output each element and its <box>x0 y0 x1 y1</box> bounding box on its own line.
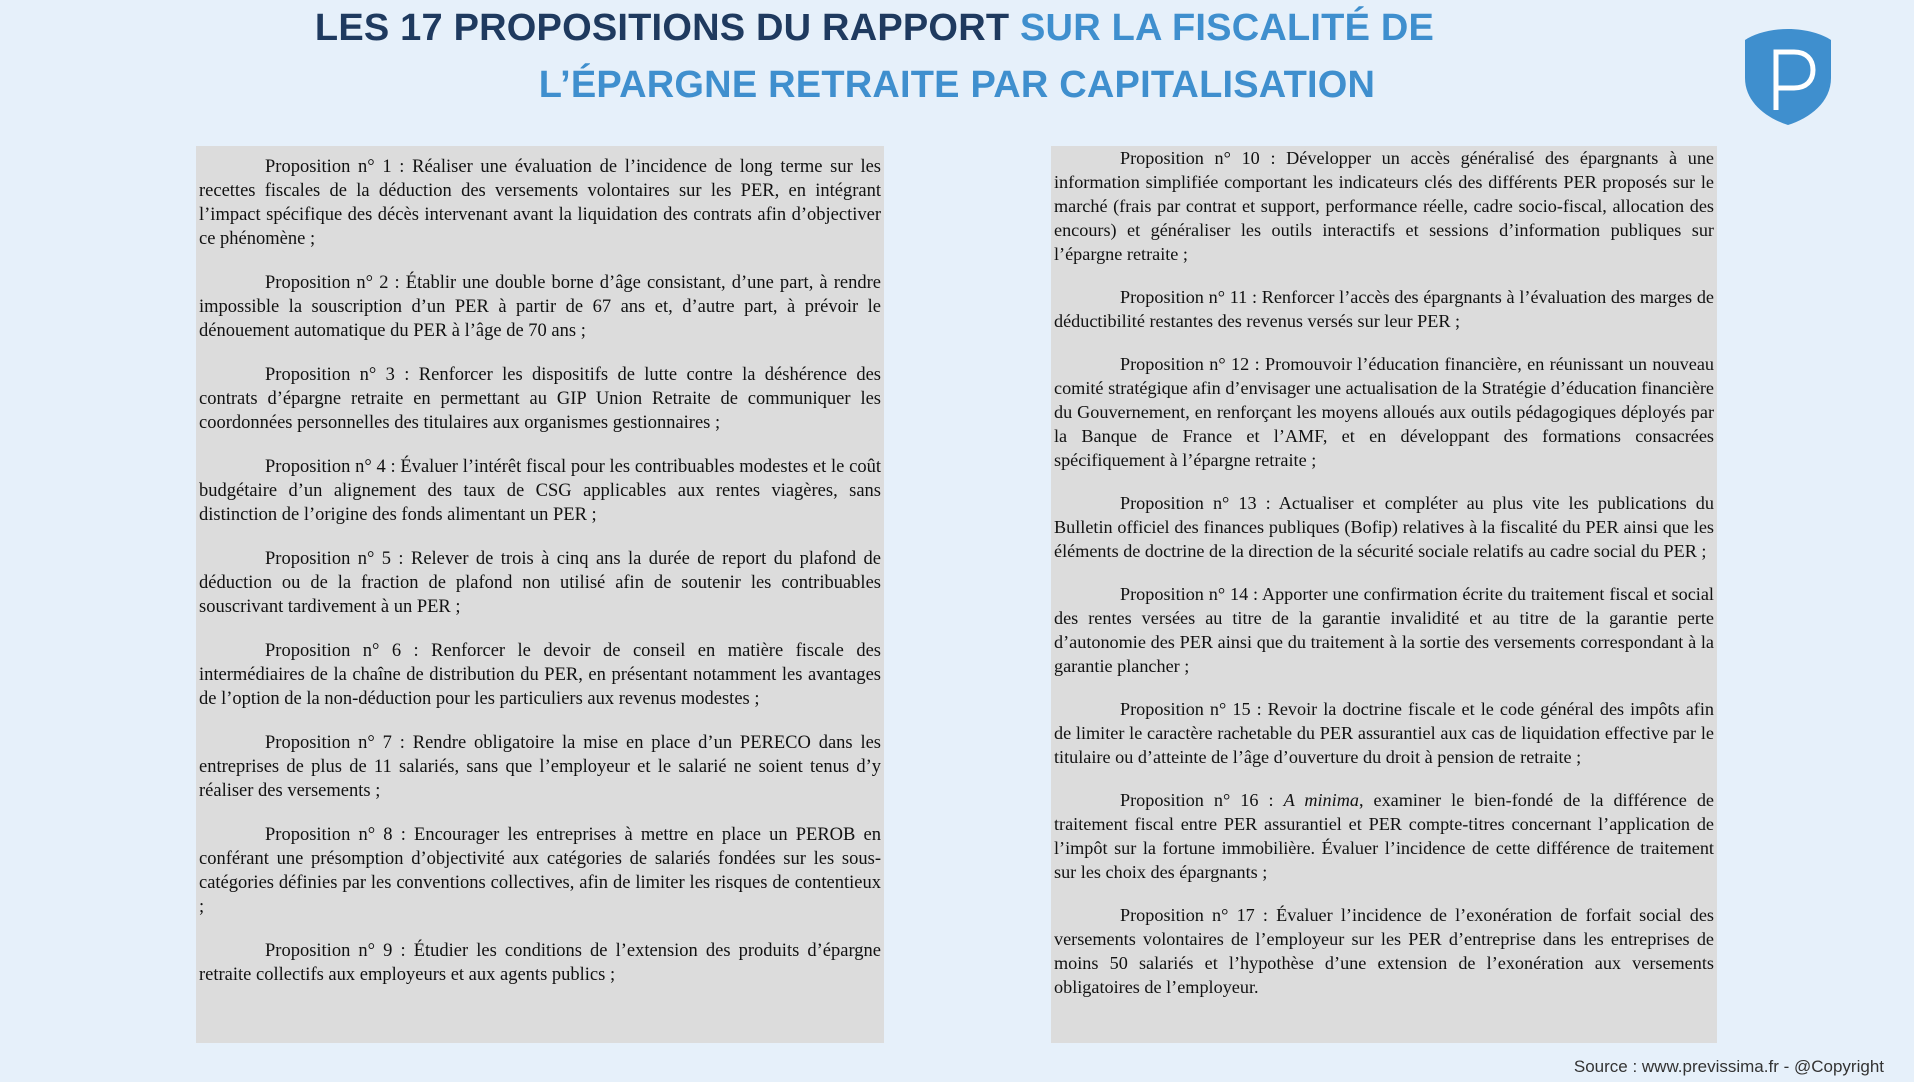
proposition-15: Proposition n° 15 : Revoir la doctrine fiscale et le code général des impôts afin de limiter le caractère rachetable du PER assurantiel aux cas de liquidation effective par le titulaire ou d’atteinte de l’âge d’ouverture du droit à pension de retraite ; <box>1054 699 1714 767</box>
proposition-5: Proposition n° 5 : Relever de trois à cinq ans la durée de report du plafond de déduction ou de la fraction de plafond non utilisé afin de soutenir les contribuables souscrivant tardivement à un PER ; <box>199 549 881 617</box>
proposition-16 <box>1054 788 1714 884</box>
proposition-6: Proposition n° 6 : Renforcer le devoir de conseil en matière fiscale des intermédiaires de la chaîne de distribution du PER, en présentant notamment les avantages de l’option de la non-déduction pour les particuliers aux revenus modestes ; <box>199 641 881 709</box>
proposition-8: Proposition n° 8 : Encourager les entreprises à mettre en place un PEROB en conférant une présomption d’objectivité aux catégories de salariés fondées sur les sous-catégories définies par les conventions collectives, afin de limiter les risques de contentieux ; <box>199 825 881 917</box>
proposition-3: Proposition n° 3 : Renforcer les dispositifs de lutte contre la déshérence des contrats d’épargne retraite en permettant au GIP Union Retraite de communiquer les coordonnées personnelles des titulaires aux organismes gestionnaires ; <box>199 365 881 433</box>
propositions-column-left <box>196 146 884 1043</box>
proposition-11: Proposition n° 11 : Renforcer l’accès des épargnants à l’évaluation des marges de déductibilité restantes des revenus versés sur leur PER ; <box>1054 287 1714 331</box>
title-line-2: L’ÉPARGNE RETRAITE PAR CAPITALISATION <box>538 64 1376 106</box>
proposition-13: Proposition n° 13 : Actualiser et compléter au plus vite les publications du Bulletin officiel des finances publiques (Bofip) relatives à la fiscalité du PER ainsi que les éléments de doctrine de la direction de la sécurité sociale relatifs au cadre social du PER ; <box>1054 493 1714 561</box>
proposition-1: Proposition n° 1 : Réaliser une évaluation de l’incidence de long terme sur les recettes fiscales de la déduction des versements volontaires sur les PER, en intégrant l’impact spécifique des décès intervenant avant la liquidation des contrats afin d’objectiver ce phénomène ; <box>199 157 881 249</box>
source-credit: Source : www.previssima.fr - @Copyright <box>1573 1057 1884 1076</box>
title-blue-part: SUR LA FISCALITÉ DE <box>1020 7 1435 49</box>
title-line-1 <box>0 0 1914 57</box>
proposition-14: Proposition n° 14 : Apporter une confirmation écrite du traitement fiscal et social des rentes versées au titre de la garantie invalidité et au titre de la garantie perte d’autonomie des PER ainsi que du traitement à la sortie des versements correspondant à la garantie plancher ; <box>1054 584 1714 676</box>
page-title <box>0 0 1914 114</box>
proposition-16-prefix: Proposition n° 16 : <box>1120 790 1284 810</box>
proposition-16-italic: A minima <box>1283 790 1359 810</box>
proposition-10: Proposition n° 10 : Développer un accès généralisé des épargnants à une information simplifiée comportant les indicateurs clés des différents PER proposés sur le marché (frais par contrat et support, performance réelle, cadre socio-fiscal, allocation des encours) et généraliser les outils interactifs et sessions d’information publiques sur l’épargne retraite ; <box>1054 148 1714 264</box>
proposition-7: Proposition n° 7 : Rendre obligatoire la mise en place d’un PERECO dans les entreprises de plus de 11 salariés, sans que l’employeur et le salarié ne soient tenus d’y réaliser des versements ; <box>199 733 881 801</box>
proposition-16-rest: , examiner le bien-fondé de la différence de traitement fiscal entre PER assurantiel et PER compte-titres concernant l’application de l’impôt sur la fortune immobilière. Évaluer l’incidence de cette différence de traitement sur les choix des épargnants ; <box>1054 790 1714 882</box>
shield-p-logo-icon <box>1742 26 1834 128</box>
title-dark-part: LES 17 PROPOSITIONS DU RAPPORT <box>314 7 1021 49</box>
proposition-12: Proposition n° 12 : Promouvoir l’éducation financière, en réunissant un nouveau comité stratégique afin d’envisager une actualisation de la Stratégie d’éducation financière du Gouvernement, en renforçant les moyens alloués aux outils pédagogiques déployés par la Banque de France et l’AMF, et en développant des formations consacrées spécifiquement à l’épargne retraite ; <box>1054 354 1714 470</box>
propositions-column-right <box>1051 146 1717 1043</box>
proposition-17: Proposition n° 17 : Évaluer l’incidence de l’exonération de forfait social des versements volontaires de l’employeur sur les PER d’entreprise dans les entreprises de moins 50 salariés et l’hypothèse d’une extension de l’exonération aux versements obligatoires de l’employeur. <box>1054 905 1714 997</box>
proposition-9: Proposition n° 9 : Étudier les conditions de l’extension des produits d’épargne retraite collectifs aux employeurs et aux agents publics ; <box>199 941 881 985</box>
proposition-2: Proposition n° 2 : Établir une double borne d’âge consistant, d’une part, à rendre impossible la souscription d’un PER à partir de 67 ans et, d’autre part, à prévoir le dénouement automatique du PER à l’âge de 70 ans ; <box>199 273 881 341</box>
proposition-4: Proposition n° 4 : Évaluer l’intérêt fiscal pour les contribuables modestes et le coût budgétaire d’un alignement des taux de CSG applicables aux rentes viagères, sans distinction de l’origine des fonds alimentant un PER ; <box>199 457 881 525</box>
